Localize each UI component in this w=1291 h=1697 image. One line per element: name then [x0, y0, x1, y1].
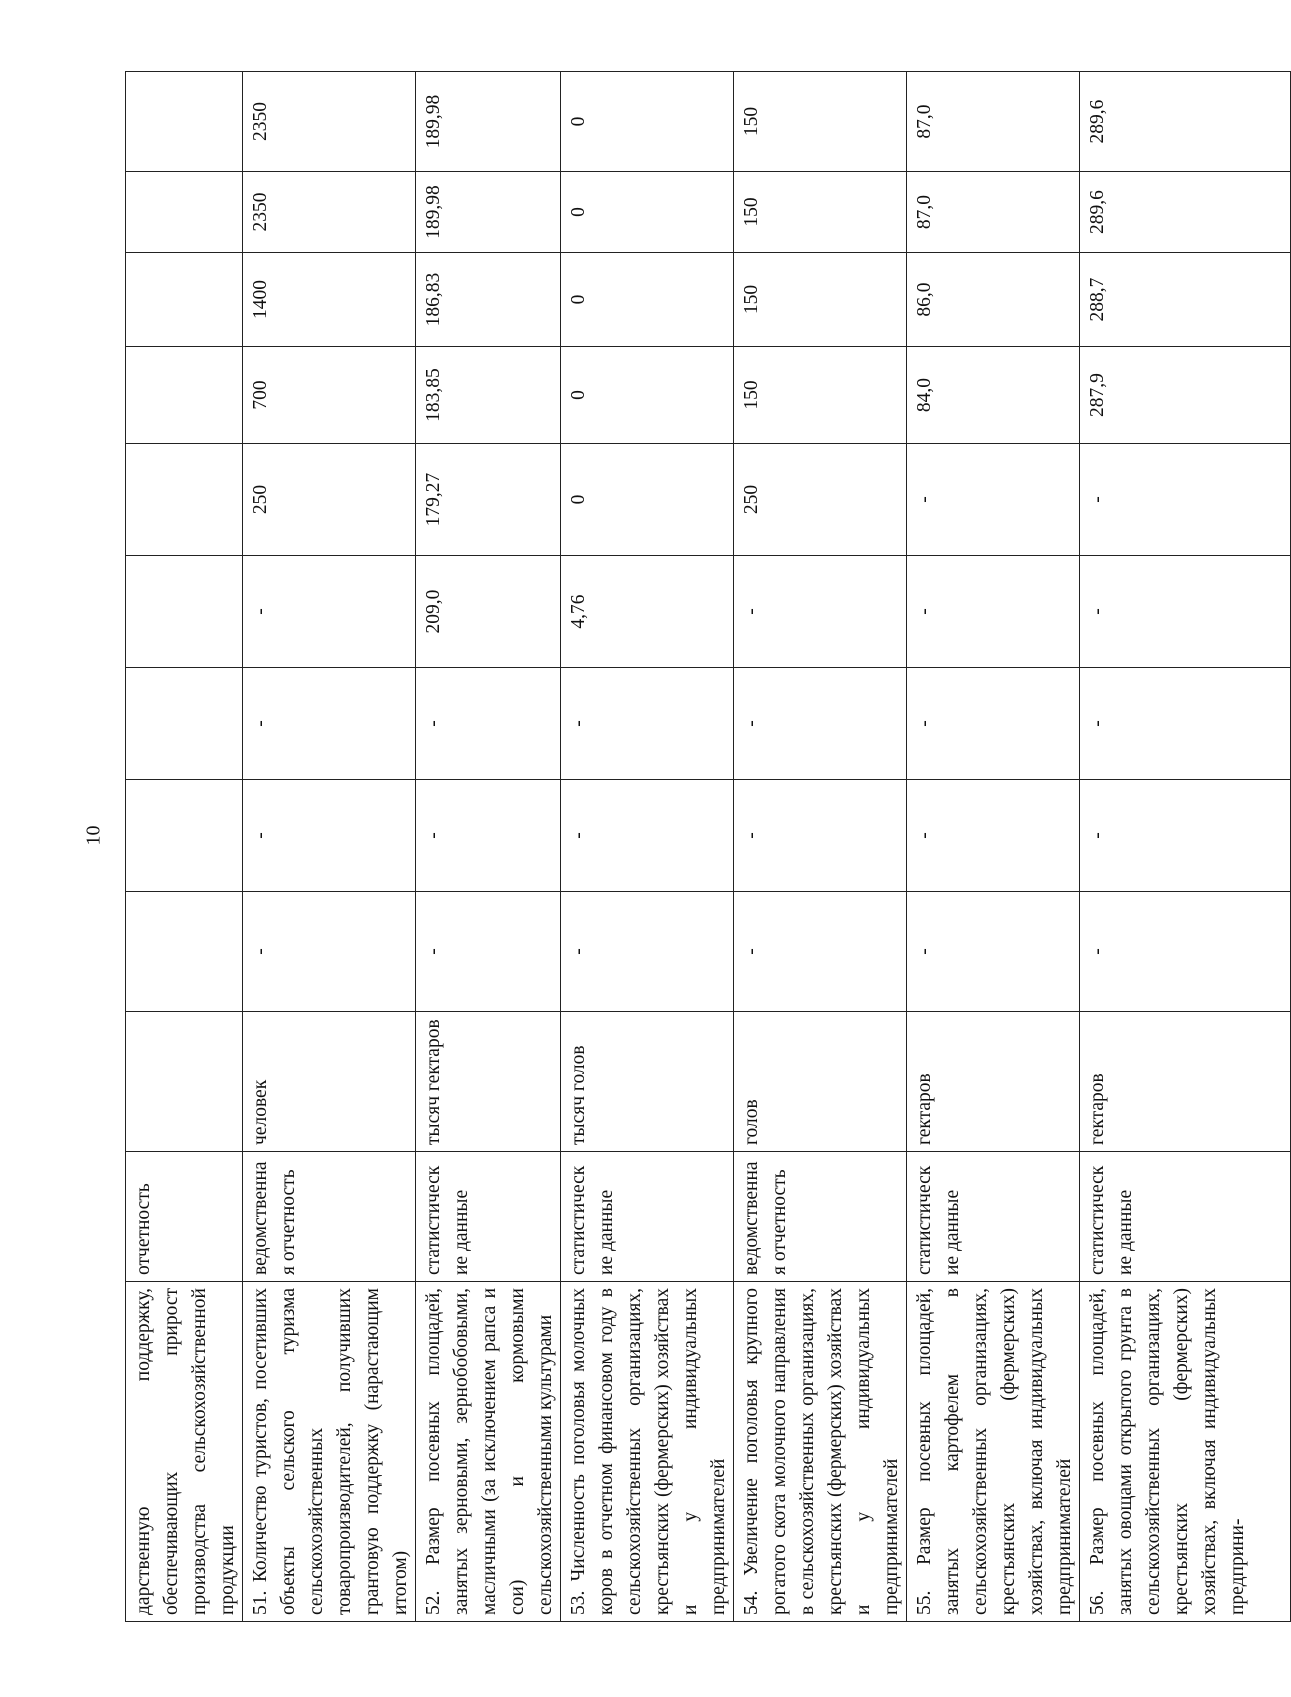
- unit-cell: человек: [243, 1012, 416, 1152]
- value-cell: 0: [561, 444, 734, 556]
- value-cell: 4,76: [561, 556, 734, 668]
- indicator-table-body: [126, 72, 1291, 1622]
- value-cell: 2350: [243, 172, 416, 253]
- value-cell: 289,6: [1080, 172, 1291, 253]
- value-cell: -: [907, 668, 1080, 780]
- value-cell: -: [907, 556, 1080, 668]
- value-cell: 189,98: [416, 72, 561, 172]
- value-cell: 0: [561, 172, 734, 253]
- value-cell: -: [561, 892, 734, 1012]
- indicator-name-cell: 54. Увеличение поголовья крупного рогатого скота молочного направления в сельскохозяйственных организациях, крестьянских (фермерских) хозяйствах и у индивидуальных предпринимателей: [734, 1282, 907, 1622]
- table-row: [126, 72, 243, 1622]
- indicator-name-cell: 52. Размер посевных площадей, занятых зерновыми, зернобобовыми, масличными (за исключением рапса и сои) и кормовыми сельскохозяйственными культурами: [416, 1282, 561, 1622]
- value-cell: 189,98: [416, 172, 561, 253]
- table-row: [561, 72, 734, 1622]
- value-cell: -: [1080, 892, 1291, 1012]
- value-cell: 87,0: [907, 172, 1080, 253]
- value-cell: 84,0: [907, 347, 1080, 444]
- value-cell: 288,7: [1080, 253, 1291, 347]
- value-cell: -: [734, 892, 907, 1012]
- unit-cell: тысяч гектаров: [416, 1012, 561, 1152]
- value-cell: -: [907, 892, 1080, 1012]
- value-cell: [126, 668, 243, 780]
- indicator-name-cell: 53. Численность поголовья молочных коров в отчетном финансовом году в сельскохозяйственных организациях, крестьянских (фермерских) хозяйствах и у индивидуальных предпринимателей: [561, 1282, 734, 1622]
- value-cell: 0: [561, 253, 734, 347]
- table-row: [416, 72, 561, 1622]
- value-cell: -: [1080, 556, 1291, 668]
- indicator-name-cell: дарственную поддержку, обеспечивающих прирост производства сельскохозяйственной продукции: [126, 1282, 243, 1622]
- value-cell: -: [561, 668, 734, 780]
- indicator-name-cell: 56. Размер посевных площадей, занятых овощами открытого грунта в сельскохозяйственных организациях, крестьянских (фермерских) хозяйствах, включая индивидуальных предприни-: [1080, 1282, 1291, 1622]
- value-cell: -: [1080, 444, 1291, 556]
- data-source-cell: ведомственная отчетность: [734, 1152, 907, 1282]
- value-cell: 150: [734, 253, 907, 347]
- table-row: [243, 72, 416, 1622]
- value-cell: [126, 347, 243, 444]
- value-cell: -: [907, 780, 1080, 892]
- value-cell: [126, 892, 243, 1012]
- value-cell: -: [907, 444, 1080, 556]
- value-cell: [126, 172, 243, 253]
- unit-cell: тысяч голов: [561, 1012, 734, 1152]
- value-cell: -: [561, 780, 734, 892]
- value-cell: 1400: [243, 253, 416, 347]
- value-cell: 289,6: [1080, 72, 1291, 172]
- table-row: [1080, 72, 1291, 1622]
- value-cell: 87,0: [907, 72, 1080, 172]
- value-cell: 0: [561, 72, 734, 172]
- value-cell: -: [416, 780, 561, 892]
- unit-cell: [126, 1012, 243, 1152]
- value-cell: [126, 780, 243, 892]
- value-cell: 179,27: [416, 444, 561, 556]
- data-source-cell: статистические данные: [1080, 1152, 1291, 1282]
- value-cell: -: [416, 892, 561, 1012]
- value-cell: -: [243, 780, 416, 892]
- value-cell: 150: [734, 172, 907, 253]
- unit-cell: гектаров: [1080, 1012, 1291, 1152]
- value-cell: [126, 72, 243, 172]
- value-cell: 287,9: [1080, 347, 1291, 444]
- value-cell: 700: [243, 347, 416, 444]
- value-cell: 209,0: [416, 556, 561, 668]
- indicator-name-cell: 55. Размер посевных площадей, занятых картофелем в сельскохозяйственных организациях, крестьянских (фермерских) хозяйствах, включая индивидуальных предпринимателей: [907, 1282, 1080, 1622]
- value-cell: 2350: [243, 72, 416, 172]
- value-cell: [126, 444, 243, 556]
- value-cell: [126, 253, 243, 347]
- table-row: [734, 72, 907, 1622]
- value-cell: 250: [243, 444, 416, 556]
- value-cell: -: [734, 556, 907, 668]
- value-cell: -: [734, 780, 907, 892]
- indicator-table-wrapper: [125, 72, 1248, 1622]
- indicator-table: [125, 71, 1291, 1622]
- indicator-name-cell: 51. Количество туристов, посетивших объекты сельского туризма сельскохозяйственных товаропроизводителей, получивших грантовую поддержку (нарастающим итогом): [243, 1282, 416, 1622]
- table-row: [907, 72, 1080, 1622]
- value-cell: 150: [734, 347, 907, 444]
- value-cell: 0: [561, 347, 734, 444]
- value-cell: [126, 556, 243, 668]
- page-number: 10: [82, 825, 105, 846]
- value-cell: 250: [734, 444, 907, 556]
- value-cell: 150: [734, 72, 907, 172]
- unit-cell: голов: [734, 1012, 907, 1152]
- unit-cell: гектаров: [907, 1012, 1080, 1152]
- value-cell: -: [734, 668, 907, 780]
- data-source-cell: статистические данные: [907, 1152, 1080, 1282]
- value-cell: 186,83: [416, 253, 561, 347]
- data-source-cell: отчетность: [126, 1152, 243, 1282]
- data-source-cell: статистические данные: [416, 1152, 561, 1282]
- data-source-cell: статистические данные: [561, 1152, 734, 1282]
- value-cell: 86,0: [907, 253, 1080, 347]
- value-cell: 183,85: [416, 347, 561, 444]
- value-cell: -: [1080, 668, 1291, 780]
- value-cell: -: [243, 668, 416, 780]
- value-cell: -: [416, 668, 561, 780]
- value-cell: -: [243, 556, 416, 668]
- value-cell: -: [1080, 780, 1291, 892]
- data-source-cell: ведомственная отчетность: [243, 1152, 416, 1282]
- value-cell: -: [243, 892, 416, 1012]
